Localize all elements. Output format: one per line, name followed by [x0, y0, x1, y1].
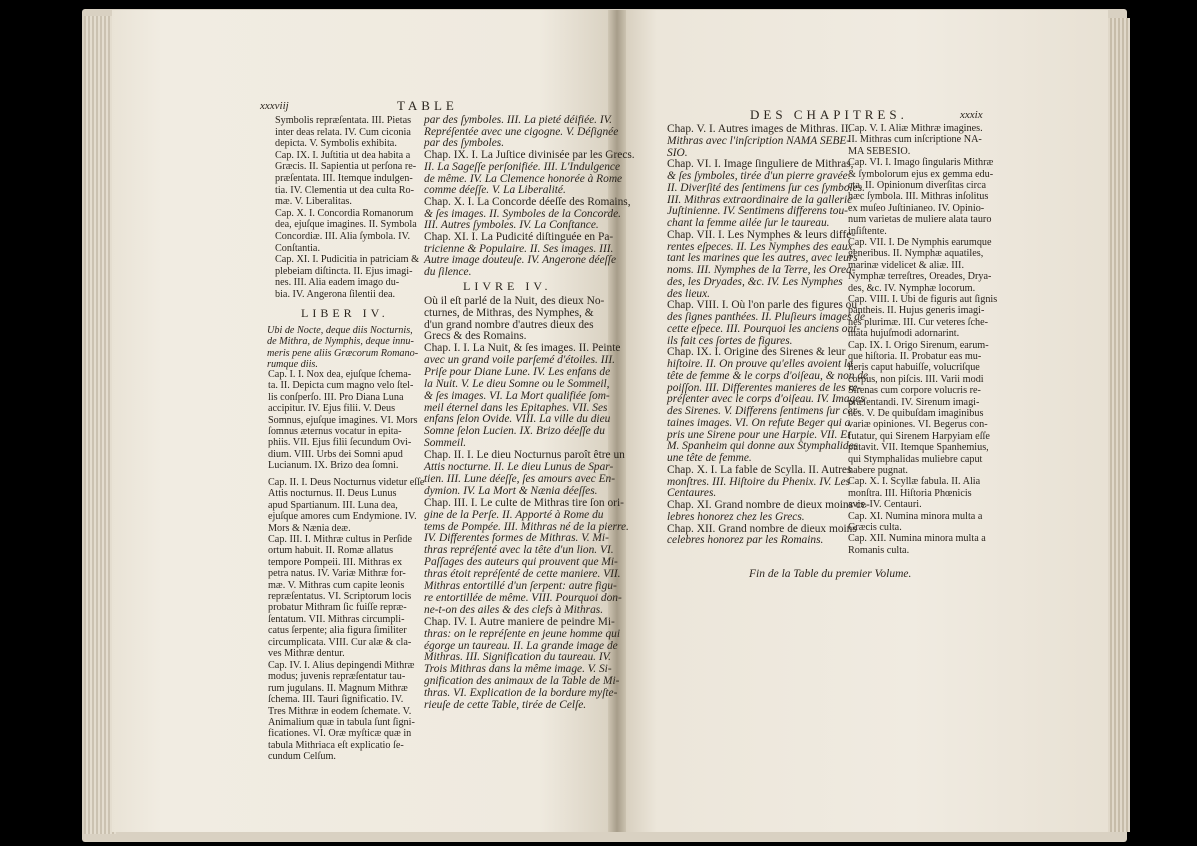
text-line: des ſignes panthées. II. Pluſieurs images de — [667, 311, 866, 323]
text-line: monſtres. III. Hiſtoire du Phenix. IV. Les — [667, 475, 851, 488]
text-line: SIO. — [667, 146, 688, 159]
text-line: ortum habuit. II. Romæ allatus — [268, 545, 394, 557]
text-line: pantheis. II. Hujus generis imagi- — [848, 305, 985, 317]
text-line: Chap. XI. Grand nombre de dieux moins ce- — [667, 499, 870, 511]
text-line: petra natus. IV. Variæ Mithræ for- — [268, 568, 406, 580]
text-line: Chap. I. I. La Nuit, & ſes images. II. Peinte — [424, 342, 621, 354]
text-line: cette eſpece. III. Pourquoi les anciens ont- — [667, 322, 861, 335]
text-line: dium. VIII. Urbs dei Somni apud — [268, 448, 403, 460]
text-line: lis conſperſo. III. Pro Diana Luna — [268, 391, 404, 403]
text-line: monſtra. III. Hiſtoria Phœnicis — [848, 487, 972, 499]
text-line: plebeiam diſtincta. II. Ejus imagi- — [275, 265, 413, 277]
text-line: Chap. III. I. Le culte de Mithras tire ſon ori- — [424, 496, 624, 509]
text-line: lebres honorez chez les Grecs. — [667, 510, 805, 523]
text-line: præſentata. III. Itemque indulgen- — [275, 173, 413, 184]
text-line: circumplicata. VIII. Cur alæ & cla- — [268, 636, 412, 648]
text-line: Chap. X. I. La Concorde déeſſe des Romains, — [424, 195, 631, 208]
text-line: Concordiæ. III. Alia ſymbola. IV. — [275, 231, 411, 242]
text-line: & ſymbolorum ejus ex gemma edu- — [848, 168, 994, 180]
text-line: taines images. VI. On refute Beger qui a — [667, 416, 851, 429]
text-line: Mithras entortillé d'un ſerpent: autre figu- — [424, 580, 617, 592]
text-line: phiis. VII. Ejus filii ſecundum Ovi- — [268, 437, 412, 449]
text-line: Cap. XII. Numina minora multa a — [848, 533, 986, 545]
text-line: tabula Mithriaca eſt explicatio ſe- — [268, 739, 404, 751]
text-line: M. Spanheim qui donne aux Stymphalides — [667, 440, 859, 453]
text-line: mata hujuſmodi adornarint. — [848, 328, 960, 340]
text-line: Autre image douteuſe. IV. Angerone déeſſe — [424, 254, 617, 267]
text-line: Où il eſt parlé de la Nuit, des dieux No- — [424, 295, 605, 307]
text-line: Cap. V. I. Aliæ Mithræ imagines. — [848, 123, 983, 134]
text-line: qui Stymphalidas muliebre caput — [848, 453, 983, 465]
text-line: nes. III. Alia eadem imago du- — [275, 277, 400, 289]
text-line: corpus, non piſcis. III. Varii modi — [848, 373, 984, 385]
text-line: ſchema. III. Tauri ſignificatio. IV. — [268, 694, 404, 706]
text-line: Conſtantia. — [275, 242, 320, 254]
text-line: hiſtoire. II. On prouve qu'elles avoient la — [667, 358, 853, 370]
text-line: Cap. IX. I. Juſtitia ut dea habita a — [275, 149, 411, 161]
text-line: tant les marines que les autres, avec leurs — [667, 252, 858, 265]
text-line: II. La Sageſſe perſonifiée. III. L'Indulgence — [424, 160, 621, 173]
text-line: meil éternel dans les Epitaphes. VII. Ses — [424, 401, 608, 414]
text-line: II. Diverſité des ſentimens ſur ces ſymboles. — [667, 181, 866, 194]
text-line: rumque diis. — [267, 359, 318, 371]
text-line: tricienne & Populaire. II. Ses images. III. — [424, 242, 614, 255]
text-line: une tête de femme. — [667, 452, 752, 464]
text-line: ils fait ces ſortes de figures. — [667, 334, 793, 347]
text-line: Chap. X. I. La fable de Scylla. II. Autres — [667, 463, 852, 476]
text-line: III. Autres ſymboles. IV. La Conſtance. — [424, 219, 599, 232]
text-line: ves Mithræ dentur. — [268, 648, 345, 659]
text-line: Symbolis repræſentata. III. Pietas — [275, 115, 412, 126]
running-head-right: DES CHAPITRES. — [750, 107, 908, 122]
text-line: poiſſon. III. Differentes manieres de les re- — [667, 381, 862, 394]
text-line: ta. II. Depicta cum magno velo ſtel- — [268, 380, 414, 392]
text-line: thras: on le repréſente en jeune homme qui — [424, 627, 621, 640]
text-line: probatur Mithram ſic fuiſſe repræ- — [268, 602, 407, 614]
text-line: Mithras. III. Signification du taureau. IV. — [424, 651, 611, 664]
text-line: par des ſymboles. — [424, 137, 505, 150]
text-line: gine de la Perſe. II. Apporté à Rome du — [424, 508, 604, 521]
text-line: Attis nocturnus. II. Deus Lunus — [268, 488, 397, 500]
text-line: Mithras avec l'inſcription NAMA SEBE- — [667, 134, 851, 147]
text-line: tien. III. Lune déeſſe, ſes amours avec En- — [424, 472, 616, 485]
text-line: Cap. VIII. I. Ubi de figuris aut ſignis — [848, 294, 998, 305]
text-line: præſentandi. IV. Sirenum imagi- — [848, 396, 980, 408]
text-line: Chap. XI. I. La Pudicité diſtinguée en Pa- — [424, 231, 614, 243]
text-line: inter deas relata. IV. Cum ciconia — [275, 126, 411, 138]
text-line: tia. IV. Clementia ut dea culta Ro- — [275, 184, 415, 196]
text-line: Cap. I. I. Nox dea, ejuſque ſchema- — [268, 369, 412, 380]
text-line: tems de Pompée. III. Mithras né de la pierre. — [424, 520, 629, 533]
text-line: tête de femme & le corps d'oiſeau, & non de — [667, 369, 869, 382]
text-line: mæ. V. Liberalitas. — [275, 196, 352, 208]
text-line: avec un grand voile parſemé d'étoiles. III. — [424, 353, 615, 366]
text-line: comme déeſſe. V. La Liberalité. — [424, 184, 566, 197]
text-line: Chap. VII. I. Les Nymphes & leurs diffe- — [667, 228, 856, 241]
text-line: marinæ videlicet & aliæ. III. — [848, 259, 964, 271]
text-line: II. Mithras cum inſcriptione NA- — [848, 134, 982, 146]
text-line: préſenter avec le corps d'oiſeau. IV. Images — [667, 393, 865, 406]
text-line: depicta. V. Symbolis exhibita. — [275, 138, 397, 150]
text-line: Trois Mithras dans la même image. V. Si- — [424, 663, 612, 676]
text-line: Chap. VI. I. Image ſinguliere de Mithras, — [667, 158, 854, 171]
text-line: IV. Differentes formes de Mithras. V. Mi- — [424, 532, 609, 545]
text-line: rum jugulans. II. Magnum Mithræ — [268, 682, 408, 694]
text-line: Cap. VI. I. Imago ſingularis Mithræ — [848, 157, 994, 169]
text-line: ficationes. VI. Oræ myſticæ quæ in — [268, 728, 412, 740]
text-line: la Nuit. V. Le dieu Somne ou le Sommeil, — [424, 377, 610, 390]
text-line: cturnes, de Mithras, des Nymphes, & — [424, 306, 594, 319]
text-line: Repréſentée avec une cigogne. V. Déſignée — [424, 125, 619, 138]
text-line: Chap. IV. I. Autre maniere de peindre Mi- — [424, 615, 615, 628]
text-line: Græcis. II. Sapientia ut perſona re- — [275, 161, 417, 173]
text-line: Somnus, ejuſque imagines. VI. Mors — [268, 414, 418, 426]
text-line: & ſes images. VI. La Mort qualifiée ſom- — [424, 389, 610, 402]
text-line: rieuſe de cette Table, tirée de Celſe. — [424, 699, 587, 711]
text-line: Sirenas cum corpore volucris re- — [848, 385, 981, 397]
text-line: enfans ſelon Ovide. VIII. La ville du dieu — [424, 413, 611, 426]
text-line: Chap. IX. I. Origine des Sirenes & leur — [667, 346, 846, 359]
text-line: gnification des animaux de la Table de Mi- — [424, 675, 620, 688]
text-line: Animalium quæ in tabula ſunt ſigni- — [268, 717, 415, 728]
text-line: par des ſymboles. III. La pieté déifiée. IV. — [424, 114, 613, 126]
text-line: accipitur. IV. Ejus filii. V. Deus — [268, 403, 396, 415]
text-line: variæ opiniones. VI. Begerus con- — [848, 419, 988, 431]
text-line: Somne ſelon Lucien. IX. Brizo déeſſe du — [424, 425, 605, 438]
text-line: bia. IV. Angerona ſilentii dea. — [275, 289, 396, 300]
text-line: thras repréſenté avec la tête d'un lion. VI. — [424, 544, 614, 557]
text-line: catus ſerpente; alia figura ſimiliter — [268, 625, 407, 637]
text-line: avis. IV. Centauri. — [848, 499, 922, 511]
text-line: rentes eſpeces. II. Les Nymphes des eaux, — [667, 240, 856, 253]
text-line: Ubi de Nocte, deque diis Nocturnis, — [267, 325, 413, 336]
text-line: Cap. IV. I. Alius depingendi Mithræ — [268, 660, 415, 671]
text-line: Centaures. — [667, 487, 717, 500]
text-line: cta. II. Opinionum diverſitas circa — [848, 180, 987, 191]
text-line: Cap. XI. I. Pudicitia in patriciam & — [275, 254, 420, 266]
text-line: Lucianum. IX. Brizo dea ſomni. — [268, 460, 399, 472]
text-line: & ſes ſymboles, tirée d'un pierre gravée. — [667, 170, 851, 182]
text-line: apud Spartianum. III. Luna dea, — [268, 499, 398, 511]
text-line: Græcis culta. — [848, 522, 902, 533]
text-line: Nymphæ terreſtres, Oreades, Drya- — [848, 271, 992, 283]
french-book-title: LIVRE IV. — [463, 279, 552, 293]
text-line: III. Mithras extraordinaire de la gallerie — [667, 193, 853, 206]
text-line: cundum Celſum. — [268, 751, 336, 763]
text-line: noms. III. Nymphes de la Terre, les Orea- — [667, 264, 856, 276]
page-number-right: xxxix — [960, 109, 983, 121]
text-line: des lieux. — [667, 287, 711, 300]
text-line: re entortillée de même. VIII. Pourquoi don- — [424, 591, 622, 604]
text-line: MA SEBESIO. — [848, 145, 911, 157]
page-number-left: xxxviij — [260, 100, 289, 112]
text-line: Chap. IX. I. La Juſtice divinisée par les Grecs. — [424, 149, 635, 162]
text-line: Romanis culta. — [848, 544, 910, 556]
text-line: Cap. III. I. Mithræ cultus in Perſide — [268, 534, 413, 545]
text-line: putavit. VII. Itemque Spanhemius, — [848, 442, 989, 454]
text-line: Chap. XII. Grand nombre de dieux moins — [667, 522, 857, 535]
text-line: des, &c. IV. Nymphæ locorum. — [848, 282, 976, 294]
text-line: thras étoit repréſenté de cette maniere. VII. — [424, 568, 621, 581]
text-line: dea, ejuſque imagines. II. Symbola — [275, 219, 417, 231]
text-line: des Sirenes. V. Differens ſentimens ſur cer- — [667, 405, 861, 417]
text-line: égorge un taureau. II. La grande image de — [424, 639, 618, 652]
text-line: dymion. IV. La Mort & Nænia déeſſes. — [424, 484, 598, 497]
text-line: hæc ſymbola. III. Mithras inſolitus — [848, 191, 989, 203]
text-line: lieris caput habuiſſe, volucriſque — [848, 362, 980, 374]
text-line: d'un grand nombre d'autres dieux des — [424, 318, 594, 331]
text-line: Cap. X. I. Concordia Romanorum — [275, 207, 414, 219]
running-head-left: TABLE — [397, 98, 458, 113]
text-line: futatur, qui Sirenem Harpyiam eſſe — [848, 430, 990, 442]
text-line: ex muſeo Juſtinianeo. IV. Opinio- — [848, 202, 985, 214]
text-line: ne-t-on des ailes & des clefs à Mithras. — [424, 603, 604, 616]
text-line: meris pene aliis Græcorum Romano- — [267, 347, 419, 359]
text-line: que hiſtoria. II. Probatur eas mu- — [848, 351, 982, 362]
text-line: Cap. VII. I. De Nymphis earumque — [848, 237, 992, 248]
text-line: du ſilence. — [424, 266, 472, 279]
text-line: pris une Sirene pour une Harpie. VII. Et — [667, 428, 851, 441]
text-line: inſiſtente. — [848, 225, 887, 237]
text-line: Priſe pour Diane Lune. IV. Les enfans de — [424, 365, 611, 378]
text-line: Juſtinienne. IV. Sentimens differens tou- — [667, 205, 848, 218]
text-line: de même. IV. La Clemence honorée à Rome — [424, 172, 623, 185]
text-line: nes. V. De quibuſdam imaginibus — [848, 408, 984, 419]
text-line: Cap. II. I. Deus Nocturnus videtur eſſe — [268, 477, 425, 488]
text-line: Chap. V. I. Autres images de Mithras. II. — [667, 123, 852, 135]
text-line: chant la femme ailée ſur le taureau. — [667, 217, 830, 229]
text-line: ſomnus æternus vocatur in epita- — [268, 426, 402, 437]
text-line: repræſentatus. VI. Scriptorum locis — [268, 591, 412, 602]
latin-book-title: LIBER IV. — [301, 306, 389, 320]
text-line: Chap. VIII. I. Où l'on parle des figures ou — [667, 299, 858, 312]
text-line: Cap. XI. Numina minora multa a — [848, 510, 983, 522]
text-line: Chap. II. I. Le dieu Nocturnus paroît être un — [424, 449, 625, 462]
text-line: Sommeil. — [424, 437, 467, 450]
text-line: tempore Pompeii. III. Mithras ex — [268, 556, 403, 568]
text-line: mæ. V. Mithras cum capite leonis — [268, 579, 405, 591]
text-line: ejuſque amores cum Endymione. IV. — [268, 511, 417, 523]
text-line: Mors & Nænia deæ. — [268, 522, 351, 534]
text-line: Cap. X. I. Scyllæ fabula. II. Alia — [848, 476, 981, 488]
text-line: Attis nocturne. II. Le dieu Lunus de Spar- — [424, 461, 614, 473]
text-line: generibus. II. Nymphæ aquatiles, — [848, 248, 984, 260]
text-line: ſentatum. VII. Mithras circumpli- — [268, 613, 405, 625]
text-line: celebres honorez par les Romains. — [667, 534, 824, 547]
closing-line: Fin de la Table du premier Volume. — [749, 568, 912, 580]
text-line: & ſes images. II. Symboles de la Concorde. — [424, 207, 621, 220]
text-line: Tres Mithræ in eodem ſchemate. V. — [268, 705, 412, 717]
text-line: Grecs & des Romains. — [424, 330, 527, 343]
text-line: habere pugnat. — [848, 465, 908, 476]
text-line: Cap. IX. I. Origo Sirenum, earum- — [848, 339, 989, 351]
text-line: thras. VI. Explication de la bordure myſte- — [424, 687, 618, 700]
text-line: nes plurimæ. III. Cur veteres ſche- — [848, 316, 989, 328]
text-line: de Mithra, de Nymphis, deque innu- — [267, 336, 414, 348]
text-line: modus; juvenis repræſentatur tau- — [268, 671, 406, 683]
text-line: des, les Dryades, &c. IV. Les Nymphes — [667, 275, 843, 288]
text-line: Paſſages des auteurs qui prouvent que Mi- — [424, 556, 618, 569]
text-line: num varietas de muliere alata tauro — [848, 214, 992, 226]
